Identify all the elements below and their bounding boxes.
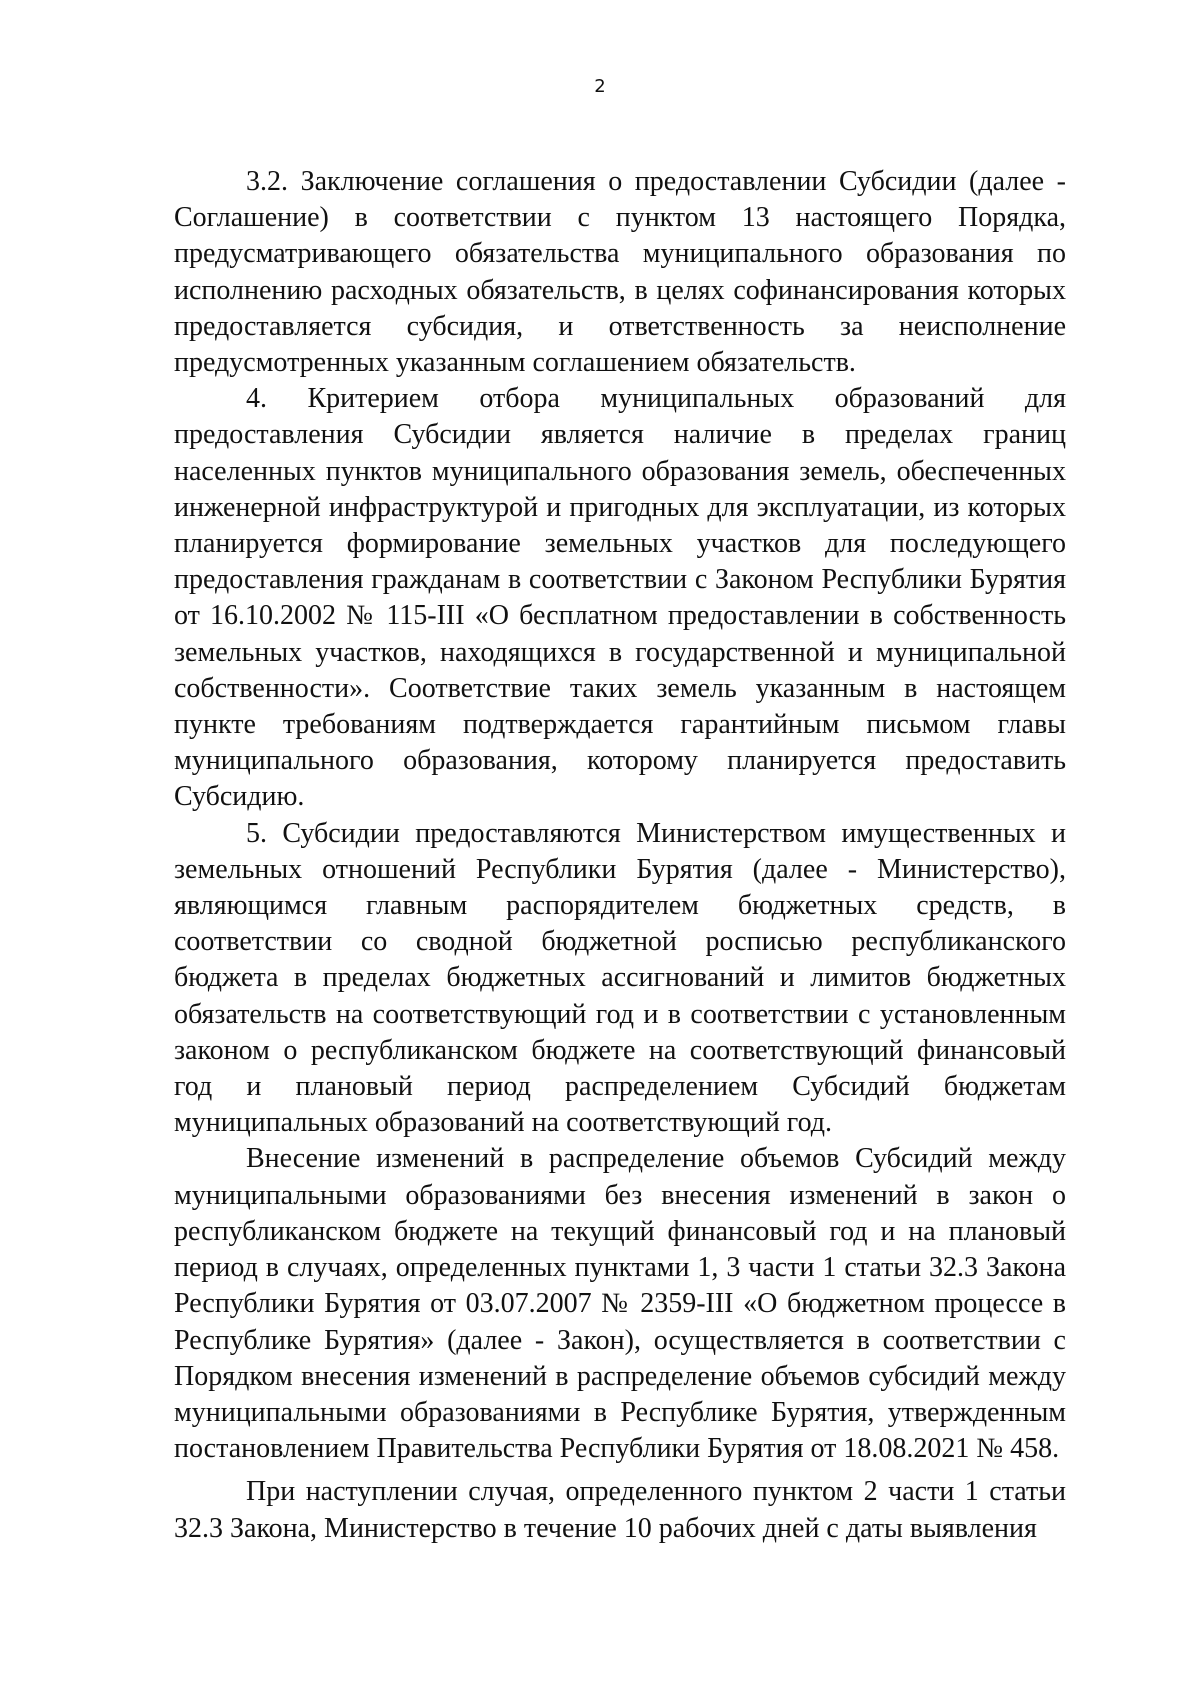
document-body <box>174 164 1066 1547</box>
paragraph-5: 5. Субсидии предоставляются Министерством имущественных и земельных отношений Республики Бурятия (далее - Министерство), являющимся главным распорядителем бюджетных средств, в соответствии со сводной бюджетной росписью республиканского бюджета в пределах бюджетных ассигнований и лимитов бюджетных обязательств на соответствующий год и в соответствии с установленным законом о республиканском бюджете на соответствующий финансовый год и плановый период распределением Субсидий бюджетам муниципальных образований на соответствующий год. <box>174 817 1066 1139</box>
paragraph-subsidy-changes: Внесение изменений в распределение объемов Субсидий между муниципальными образованиями без внесения изменений в закон о республиканском бюджете на текущий финансовый год и на плановый период в случаях, определенных пунктами 1, 3 части 1 статьи 32.3 Закона Республики Бурятия от 03.07.2007 № 2359-III «О бюджетном процессе в Республике Бурятия» (далее - Закон), осуществляется в соответствии с Порядком внесения изменений в распределение объемов субсидий между муниципальными образованиями в Республике Бурятия, утвержденным постановлением Правительства Республики Бурятия от 18.08.2021 № 458. <box>174 1143 1066 1465</box>
paragraph-4: 4. Критерием отбора муниципальных образований для предоставления Субсидии является наличие в пределах границ населенных пунктов муниципального образования земель, обеспеченных инженерной инфраструктурой и пригодных для эксплуатации, из которых планируется формирование земельных участков для последующего предоставления гражданам в соответствии с Законом Республики Бурятия от 16.10.2002 № 115-III «О бесплатном предоставлении в собственность земельных участков, находящихся в государственной и муниципальной собственности». Соответствие таких земель указанным в настоящем пункте требованиям подтверждается гарантийным письмом главы муниципального образования, которому планируется предоставить Субсидию. <box>174 383 1066 813</box>
paragraph-case-point-2: При наступлении случая, определенного пунктом 2 части 1 статьи 32.3 Закона, Министерство в течение 10 рабочих дней с даты выявления <box>174 1476 1066 1544</box>
page-number: 2 <box>594 76 606 97</box>
paragraph-3-2: 3.2. Заключение соглашения о предоставлении Субсидии (далее - Соглашение) в соответствии с пунктом 13 настоящего Порядка, предусматривающего обязательства муниципального образования по исполнению расходных обязательств, в целях софинансирования которых предоставляется субсидия, и ответственность за неисполнение предусмотренных указанным соглашением обязательств. <box>174 166 1066 379</box>
